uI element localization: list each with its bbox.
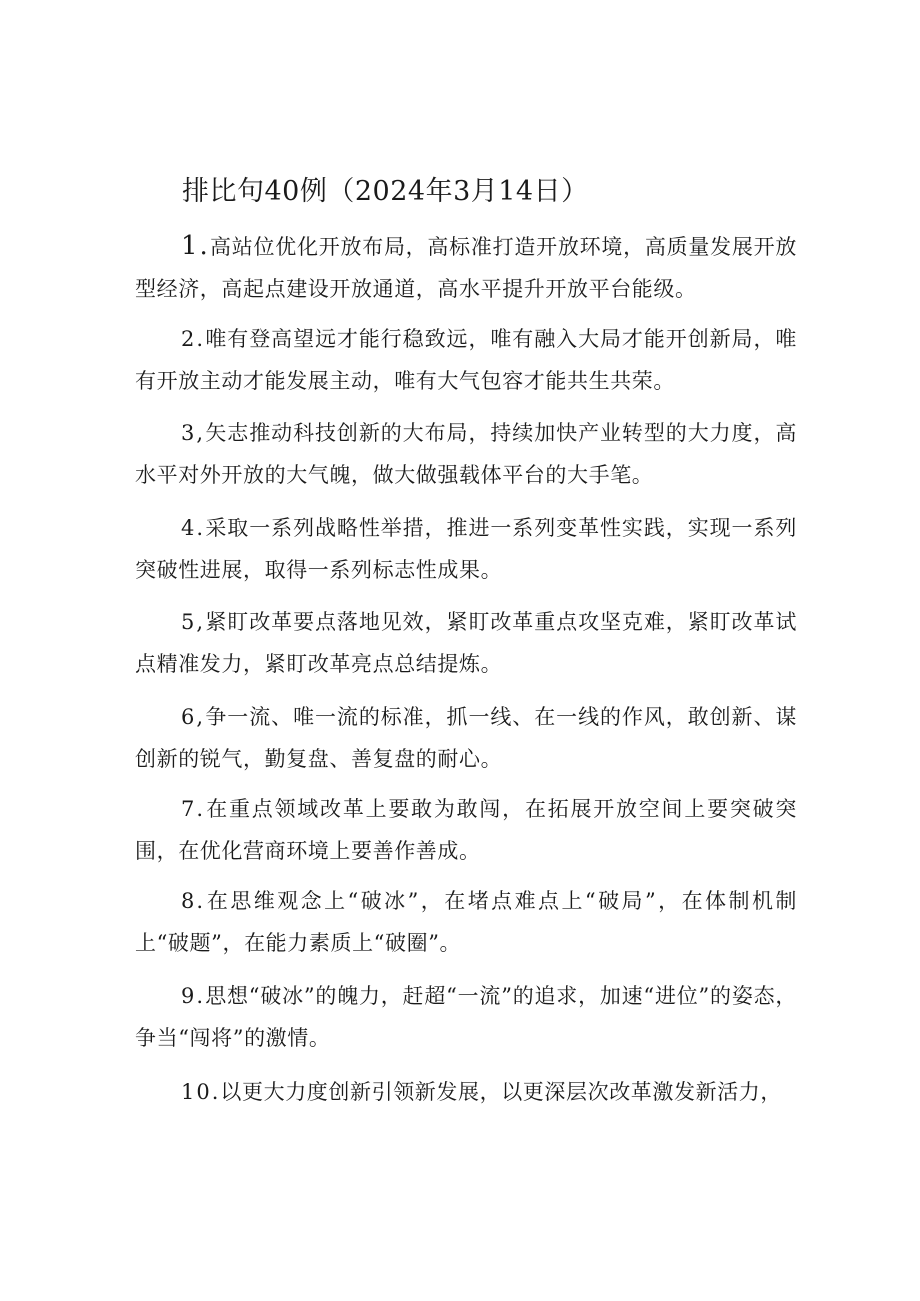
item-text: 思想“破冰”的魄力，赶超“一流”的追求，加速“进位”的姿态，争当“闯将”的激情。 (135, 984, 797, 1050)
item-number: 6, (181, 705, 206, 729)
item-text: 高站位优化开放布局，高标准打造开放环境，高质量发展开放型经济，高起点建设开放通道，高水平提升开放平台能级。 (135, 235, 797, 301)
item-number: 9. (181, 984, 206, 1008)
page-title: 排比句40例（2024年3月14日） (182, 176, 589, 207)
list-item (135, 507, 797, 591)
item-text: 争一流、唯一流的标准，抓一线、在一线的作风，敢创新、谋创新的锐气，勤复盘、善复盘的耐心。 (135, 705, 797, 771)
item-number: 7. (181, 797, 206, 821)
item-number: 4. (181, 516, 206, 540)
item-text: 矢志推动科技创新的大布局，持续加快产业转型的大力度，高水平对外开放的大气魄，做大做强载体平台的大手笔。 (135, 421, 797, 487)
item-number: 8. (181, 889, 206, 913)
item-text: 采取一系列战略性举措，推进一系列变革性实践，实现一系列突破性进展，取得一系列标志性成果。 (135, 516, 797, 582)
list-item (135, 318, 797, 402)
item-number: 1. (181, 231, 210, 261)
list-item (135, 1071, 797, 1113)
list-item (135, 412, 797, 496)
item-text: 唯有登高望远才能行稳致远，唯有融入大局才能开创新局，唯有开放主动才能发展主动，唯有大气包容才能共生共荣。 (135, 327, 797, 393)
item-number: 3, (181, 421, 206, 445)
item-text: 在重点领域改革上要敢为敢闯，在拓展开放空间上要突破突围，在优化营商环境上要善作善成。 (135, 797, 797, 863)
item-text: 在思维观念上“破冰”，在堵点难点上“破局”，在体制机制上“破题”，在能力素质上“破圈”。 (135, 889, 797, 955)
item-text: 以更大力度创新引领新发展，以更深层次改革激发新活力， (220, 1080, 783, 1104)
item-number: 2. (181, 327, 206, 351)
list-item (135, 975, 797, 1059)
list-item (135, 880, 797, 964)
list-item (135, 601, 797, 685)
list-item (135, 225, 797, 310)
item-text: 紧盯改革要点落地见效，紧盯改革重点攻坚克难，紧盯改革试点精准发力，紧盯改革亮点总结提炼。 (135, 610, 797, 676)
item-number: 10. (181, 1080, 221, 1104)
list-item (135, 696, 797, 780)
list-item (135, 788, 797, 872)
item-number: 5, (181, 610, 206, 634)
